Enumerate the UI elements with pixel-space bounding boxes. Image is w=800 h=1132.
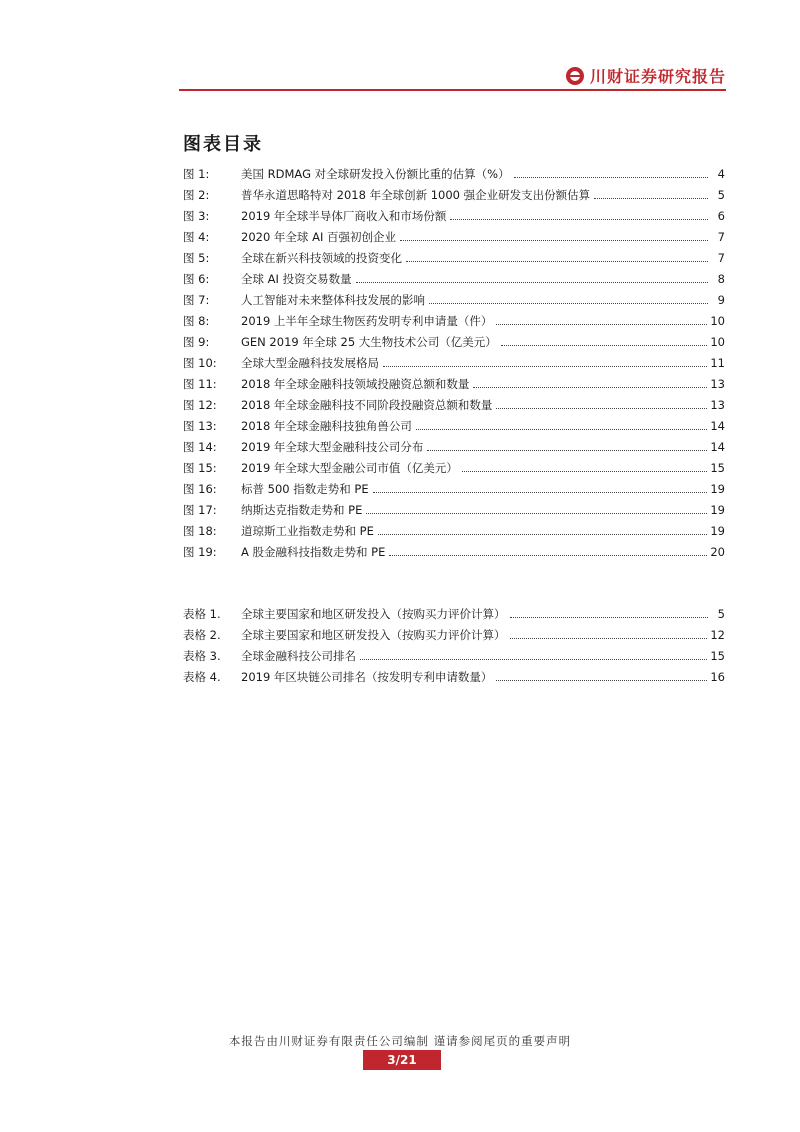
entry-page-number: 19 [710,503,725,517]
entry-title: 2019 上半年全球生物医药发明专利申请量（件） [241,314,493,328]
brand-name: 川财证券研究报告 [589,67,726,86]
entry-label: 图 3: [183,209,210,223]
dot-leader [373,491,708,493]
toc-figure-entry[interactable] [183,355,725,376]
entry-title: 全球在新兴科技领域的投资变化 [241,251,402,265]
toc-table-entry[interactable] [183,669,725,690]
entry-label: 图 16: [183,482,217,496]
entry-label: 表格 2. [183,628,221,642]
entry-label: 图 12: [183,398,217,412]
toc-table-entry[interactable] [183,627,725,648]
dot-leader [400,239,708,241]
entry-title: 2018 年全球金融科技独角兽公司 [241,419,412,433]
entry-page-number: 9 [717,293,725,307]
entry-label: 图 10: [183,356,217,370]
entry-page-number: 10 [710,314,725,328]
entry-label: 图 9: [183,335,210,349]
entry-page-number: 7 [717,230,725,244]
entry-page-number: 13 [710,377,725,391]
dot-leader [501,344,708,346]
dot-leader [496,407,707,409]
toc-figure-entry[interactable] [183,292,725,313]
toc-figure-entry[interactable] [183,397,725,418]
brand-header [566,64,726,87]
entry-title: 普华永道思略特对 2018 年全球创新 1000 强企业研发支出份额估算 [241,188,591,202]
dot-leader [473,386,707,388]
entry-label: 图 13: [183,419,217,433]
dot-leader [510,616,709,618]
dot-leader [366,512,707,514]
entry-label: 图 19: [183,545,217,559]
table-list [183,606,725,690]
dot-leader [510,637,708,639]
toc-figure-entry[interactable] [183,229,725,250]
entry-page-number: 16 [710,670,725,684]
dot-leader [496,323,707,325]
entry-title: 2020 年全球 AI 百强初创企业 [241,230,396,244]
entry-page-number: 15 [710,461,725,475]
toc-figure-entry[interactable] [183,460,725,481]
dot-leader [496,679,707,681]
entry-label: 图 18: [183,524,217,538]
toc-title: 图表目录 [183,134,263,155]
toc-figure-entry[interactable] [183,208,725,229]
toc-figure-entry[interactable] [183,523,725,544]
toc-figure-entry[interactable] [183,544,725,565]
toc-figure-entry[interactable] [183,502,725,523]
entry-page-number: 4 [717,167,725,181]
entry-page-number: 19 [710,524,725,538]
entry-page-number: 8 [717,272,725,286]
entry-title: 纳斯达克指数走势和 PE [241,503,363,517]
entry-title: 2018 年全球金融科技领域投融资总额和数量 [241,377,470,391]
entry-label: 图 4: [183,230,210,244]
entry-page-number: 6 [717,209,725,223]
entry-title: 全球主要国家和地区研发投入（按购买力评价计算） [241,607,506,621]
entry-title: GEN 2019 年全球 25 大生物技术公司（亿美元） [241,335,497,349]
entry-page-number: 7 [717,251,725,265]
entry-title: A 股金融科技指数走势和 PE [241,545,386,559]
toc-figure-entry[interactable] [183,271,725,292]
chuancai-logo-icon [566,67,584,85]
dot-leader [383,365,707,367]
entry-title: 全球主要国家和地区研发投入（按购买力评价计算） [241,628,506,642]
entry-title: 2019 年区块链公司排名（按发明专利申请数量） [241,670,493,684]
toc-figure-entry[interactable] [183,481,725,502]
entry-page-number: 5 [717,607,725,621]
dot-leader [514,176,708,178]
toc-figure-entry[interactable] [183,439,725,460]
entry-page-number: 15 [710,649,725,663]
entry-page-number: 14 [710,419,725,433]
toc-table-entry[interactable] [183,648,725,669]
header-divider [179,89,726,91]
dot-leader [450,218,708,220]
entry-label: 图 15: [183,461,217,475]
toc-figure-entry[interactable] [183,376,725,397]
entry-page-number: 20 [710,545,725,559]
entry-label: 图 1: [183,167,210,181]
entry-title: 2019 年全球半导体厂商收入和市场份额 [241,209,447,223]
entry-title: 全球大型金融科技发展格局 [241,356,379,370]
page-number: 3/21 [363,1050,441,1070]
dot-leader [594,197,708,199]
dot-leader [406,260,708,262]
entry-page-number: 11 [710,356,725,370]
entry-label: 图 14: [183,440,217,454]
entry-title: 标普 500 指数走势和 PE [241,482,369,496]
entry-title: 道琼斯工业指数走势和 PE [241,524,374,538]
entry-title: 美国 RDMAG 对全球研发投入份额比重的估算（%） [241,167,510,181]
entry-page-number: 13 [710,398,725,412]
toc-figure-entry[interactable] [183,313,725,334]
entry-page-number: 10 [710,335,725,349]
entry-label: 图 11: [183,377,217,391]
dot-leader [360,658,707,660]
dot-leader [378,533,708,535]
dot-leader [416,428,707,430]
entry-title: 2019 年全球大型金融公司市值（亿美元） [241,461,458,475]
entry-page-number: 19 [710,482,725,496]
dot-leader [356,281,708,283]
toc-figure-entry[interactable] [183,187,725,208]
footer-disclaimer: 本报告由川财证券有限责任公司编制 谨请参阅尾页的重要声明 [228,1034,572,1048]
entry-label: 图 5: [183,251,210,265]
entry-page-number: 12 [710,628,725,642]
entry-label: 表格 4. [183,670,221,684]
entry-label: 图 2: [183,188,210,202]
entry-title: 2019 年全球大型金融科技公司分布 [241,440,424,454]
dot-leader [429,302,708,304]
entry-label: 表格 1. [183,607,221,621]
toc-figure-entry[interactable] [183,166,725,187]
toc-table-entry[interactable] [183,606,725,627]
entry-title: 人工智能对未来整体科技发展的影响 [241,293,425,307]
entry-title: 2018 年全球金融科技不同阶段投融资总额和数量 [241,398,493,412]
toc-figure-entry[interactable] [183,418,725,439]
entry-label: 表格 3. [183,649,221,663]
entry-page-number: 5 [717,188,725,202]
figure-list [183,166,725,565]
dot-leader [389,554,707,556]
entry-label: 图 17: [183,503,217,517]
entry-label: 图 7: [183,293,210,307]
entry-title: 全球金融科技公司排名 [241,649,356,663]
entry-page-number: 14 [710,440,725,454]
toc-figure-entry[interactable] [183,334,725,355]
entry-label: 图 6: [183,272,210,286]
entry-label: 图 8: [183,314,210,328]
dot-leader [462,470,707,472]
toc-figure-entry[interactable] [183,250,725,271]
entry-title: 全球 AI 投资交易数量 [241,272,352,286]
dot-leader [427,449,707,451]
